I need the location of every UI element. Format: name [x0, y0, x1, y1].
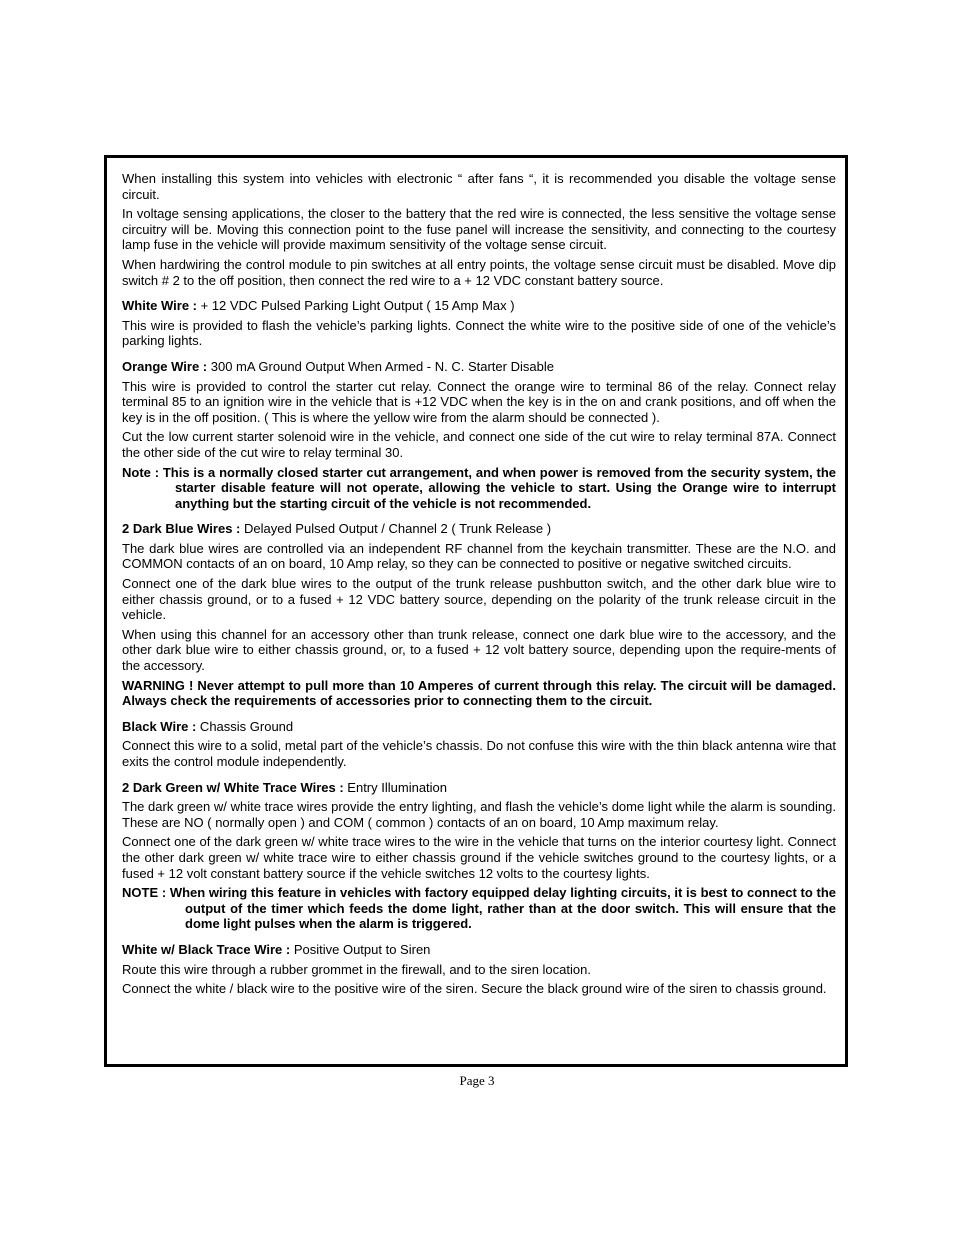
orange-wire-desc: 300 mA Ground Output When Armed - N. C. Starter Disable — [207, 358, 554, 374]
intro-paragraph-1: When installing this system into vehicles with electronic “ after fans “, it is recommended you disable the voltage sense circuit. — [122, 171, 836, 202]
white-black-label: White w/ Black Trace Wire : — [122, 941, 291, 957]
intro-paragraph-3: When hardwiring the control module to pin switches at all entry points, the voltage sense circuit must be disabled. Move dip switch # 2 to the off position, then connect the red wire to a + 12 VDC constant battery source. — [122, 256, 836, 288]
dark-blue-paragraph-3: When using this channel for an accessory other than trunk release, connect one dark blue wire to the accessory, and the other dark blue wire to either chassis ground, or, to a fused + 12 volt battery source, depending upon the require-ments of the accessory. — [122, 626, 836, 674]
white-black-heading — [122, 942, 836, 958]
dark-green-desc: Entry Illumination — [343, 779, 448, 795]
orange-wire-paragraph-2: Cut the low current starter solenoid wire in the vehicle, and connect one side of the cut wire to relay terminal 87A. Connect the other side of the cut wire to relay terminal 30. — [122, 429, 836, 460]
black-wire-paragraph: Connect this wire to a solid, metal part of the vehicle’s chassis. Do not confuse this wire with the thin black antenna wire that exits the control module independently. — [122, 738, 836, 769]
white-wire-paragraph: This wire is provided to flash the vehicle’s parking lights. Connect the white wire to the positive side of one of the vehicle’s parking lights. — [122, 317, 836, 349]
white-black-desc: Positive Output to Siren — [290, 941, 431, 957]
dark-blue-paragraph-1: The dark blue wires are controlled via an independent RF channel from the keychain transmitter. These are the N.O. and COMMON contacts of an on board, 10 Amp relay, so they can be connected to positive or negative switched circuits. — [122, 540, 836, 572]
orange-wire-paragraph-1: This wire is provided to control the starter cut relay. Connect the orange wire to terminal 86 of the relay. Connect relay terminal 85 to an ignition wire in the vehicle that is +12 VDC when the key is in the on and crank positions, and off when the key is in the off position. ( This is where the yellow wire from the alarm should be connected ). — [122, 378, 836, 425]
black-wire-desc: Chassis Ground — [196, 718, 294, 734]
content-frame — [104, 155, 848, 1067]
white-wire-desc: + 12 VDC Pulsed Parking Light Output ( 15 Amp Max ) — [197, 298, 515, 314]
orange-wire-note: Note : This is a normally closed starter cut arrangement, and when power is removed from the security system, the starter disable feature will not operate, allowing the vehicle to start. Using the Orange wire to interrupt anything but the starting circuit of the vehicle is not recommended. — [122, 464, 836, 511]
dark-green-paragraph-2: Connect one of the dark green w/ white trace wires to the wire in the vehicle that turns on the interior courtesy light. Connect the other dark green w/ white trace wire to either chassis ground if the vehicle switches ground to the courtesy lights, or a fused + 12 volt constant battery source if the vehicle switches 12 volts to the courtesy lights. — [122, 834, 836, 881]
dark-blue-label: 2 Dark Blue Wires : — [122, 521, 241, 537]
black-wire-label: Black Wire : — [122, 718, 197, 734]
dark-green-heading — [122, 780, 836, 796]
dark-blue-warning: WARNING ! Never attempt to pull more than 10 Amperes of current through this relay. The circuit will be damaged. Always check the requirements of accessories prior to connecting them to the circuit. — [122, 677, 836, 709]
page-number: Page 3 — [459, 1073, 495, 1088]
page-content — [122, 171, 836, 1001]
dark-green-note: NOTE : When wiring this feature in vehicles with factory equipped delay lighting circuits, it is best to connect to the output of the timer which feeds the dome light, rather than at the door switch. This will ensure that the dome light pulses when the alarm is triggered. — [122, 885, 836, 932]
orange-wire-heading — [122, 359, 836, 375]
dark-blue-desc: Delayed Pulsed Output / Channel 2 ( Trunk Release ) — [240, 521, 552, 537]
dark-green-paragraph-1: The dark green w/ white trace wires provide the entry lighting, and flash the vehicle’s dome light while the alarm is sounding. These are NO ( normally open ) and COM ( common ) contacts of an on board, 10 Amp maximum relay. — [122, 799, 836, 830]
dark-blue-heading — [122, 521, 836, 537]
white-black-paragraph-1: Route this wire through a rubber grommet in the firewall, and to the siren location. — [122, 961, 591, 977]
dark-green-label: 2 Dark Green w/ White Trace Wires : — [122, 779, 344, 795]
orange-wire-label: Orange Wire : — [122, 358, 208, 374]
white-black-paragraph-2: Connect the white / black wire to the positive wire of the siren. Secure the black ground wire of the siren to chassis ground. — [122, 981, 827, 997]
intro-paragraph-2: In voltage sensing applications, the closer to the battery that the red wire is connected, the less sensitive the voltage sense circuitry will be. Moving this connection point to the fuse panel will increase the sensitivity, and connecting to the courtesy lamp fuse in the vehicle will provide maximum sensitivity of the voltage sense circuit. — [122, 206, 836, 253]
dark-blue-paragraph-2: Connect one of the dark blue wires to the output of the trunk release pushbutton switch, and the other dark blue wire to either chassis ground, or to a fused + 12 VDC battery source, depending on the polarity of the trunk release circuit in the vehicle. — [122, 576, 836, 623]
white-wire-heading — [122, 298, 836, 314]
white-wire-label: White Wire : — [122, 298, 197, 314]
black-wire-heading — [122, 719, 836, 735]
